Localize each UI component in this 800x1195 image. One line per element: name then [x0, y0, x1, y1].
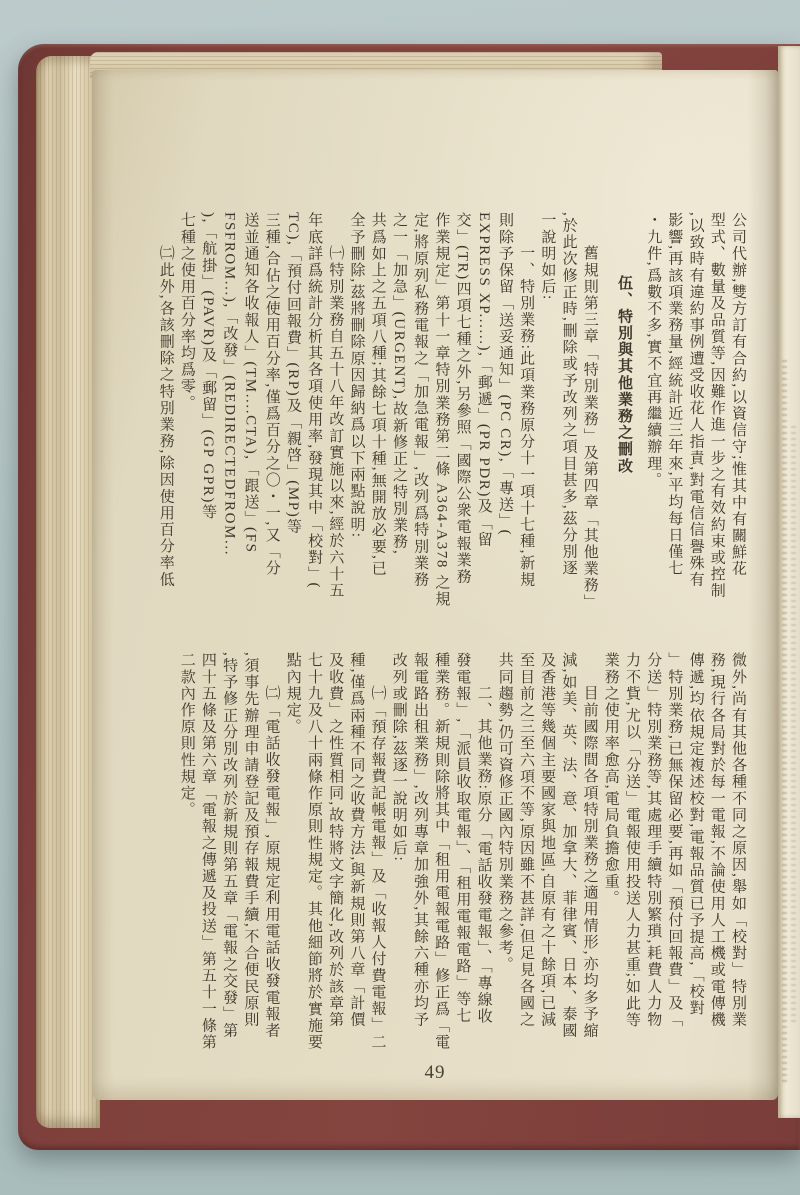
- facing-page-edge: [778, 46, 800, 1118]
- text-column: ㈠特別業務自五十八年改訂實施以來,經於六十五: [327, 245, 344, 599]
- section-heading: 伍、特別與其他業務之刪改: [615, 274, 632, 474]
- bottom-text-block: [146, 652, 748, 1054]
- text-column: ,於此次修正時,刪除或予改列之項目甚多,茲分別逐: [560, 212, 577, 577]
- text-column: ),「航掛」(PAVR)及「郵留」(GP GPR)等: [200, 212, 217, 521]
- faint-text-column: [791, 426, 796, 1026]
- page-stack-edge-left: [36, 56, 100, 1128]
- text-column: 改列或刪除,茲逐一說明如后:: [390, 652, 407, 863]
- text-column: 三種,合佔之使用百分率,僅爲百分之〇・一,又「分: [263, 212, 280, 577]
- text-column: 四十五條及第六章「電報之傳遞及投送」第五十一條第: [199, 652, 216, 1051]
- text-column: 則除予保留「送妥通知」(PC CR),「專送」(: [496, 212, 513, 537]
- book-page: [92, 70, 778, 1100]
- text-column: ㈡「電話收發電報」,原規定利用電話收發電報者: [263, 685, 280, 1039]
- text-column: ㈠「預存報費記帳電報」及「收報人付費電報」二: [369, 685, 386, 1051]
- text-column: 型式、數量及品質等,因難作進一步之有效約束或控制: [708, 212, 725, 600]
- top-text-block: [146, 212, 748, 614]
- text-column: 力不貲,尤以「分送」電報使用投送人力甚重;如此等: [623, 652, 640, 1029]
- text-column: 分送」特別業務等,其處理手續特別繁瑣,耗費人力物: [645, 652, 662, 1028]
- text-column: 之一「加急」(URGENT),故新修正之特別業務,: [390, 212, 407, 556]
- text-column: 二、其他業務:原分「電話收發電報」、「專線收: [475, 685, 492, 1025]
- text-column: EXPRESS XP......),「郵遞」(PR PDR)及「留: [475, 212, 492, 548]
- text-column: 業務之使用率愈高,電局負擔愈重。: [602, 652, 619, 907]
- text-column: 一說明如后:: [539, 212, 556, 301]
- text-column: 舊規則第三章「特別業務」及第四章「其他業務」: [581, 245, 598, 611]
- text-column: 共同趨勢,仍可資修正國內特別業務之參考。: [496, 652, 513, 973]
- text-column: 送並通知各收報人」(TM....CTA),「跟送」(FS: [242, 212, 259, 554]
- text-column: TC),「預付回報費」(RP)及「親啓」(MP)等: [284, 212, 301, 535]
- text-column: 年底詳爲統計分析其各項使用率,發現其中「校對」(: [306, 212, 323, 590]
- text-column: 交」(TR)四項七種之外,另參照「國際公衆電報業務: [454, 212, 471, 585]
- text-column: 作業規定」第十一章特別業務第二條 A364-A378 之規: [433, 212, 450, 608]
- text-column: FSFROM...),「改發」(REDIRECTEDFROM...: [221, 212, 238, 557]
- text-column: 定,將原列私務電報之「加急電報」,改列爲特別業務: [412, 212, 429, 588]
- text-column: 務,現行各局對於每一電報,不論使用人工機或電傳機: [708, 652, 725, 1028]
- text-column: 公司代辦,雙方訂有合約,以資信守;惟其中有關鮮花: [730, 212, 746, 578]
- text-column: 」特別業務,已無保留必要,再如「預付回報費」及「: [666, 652, 683, 1028]
- text-column: 報電路出租業務」,改列專章加強外,其餘六種亦均予: [411, 652, 428, 1028]
- text-column: 至目前之三至六項不等,原因雖不甚詳,但足見各國之: [517, 652, 534, 1028]
- page-number: 49: [424, 1062, 446, 1083]
- text-column: 傳遞,均依規定複述校對,電報品質已予提高,「校對: [687, 652, 704, 1017]
- text-column: ・九件,爲數不多,實不宜再繼續辦理。: [645, 212, 662, 489]
- text-column: ,以致時有違約事例遭受收花人指責,對電信信譽殊有: [687, 212, 704, 588]
- text-column: 減,如美、英、法、意、加拿大、菲律賓、日本、泰國: [560, 652, 577, 1040]
- text-column: 七十九及八十兩條作原則性規定。其他細節將於實施要: [305, 652, 322, 1051]
- text-column: 全予刪除,茲將刪除原因歸納爲以下兩點說明:: [348, 212, 365, 539]
- text-column: 七種之使用百分率均爲零。: [178, 212, 195, 412]
- faint-text-column: [782, 360, 787, 1086]
- text-column: 點內規定。: [284, 652, 301, 735]
- text-column: 種,僅爲兩種不同之收費方法,與新規則第八章「計價: [348, 652, 365, 1028]
- text-column: 微外,尚有其他各種不同之原因,舉如「校對」特別業: [730, 652, 746, 1028]
- text-column: 共爲如上之五項八種;其餘七項十種,無開放必要,已: [369, 212, 386, 578]
- text-column: 影響,再該項業務量,經統計近三年來,平均每日僅七: [666, 212, 683, 577]
- text-column: 及收費」之性質相同,故特將文字簡化,改列於該章第: [327, 652, 344, 1028]
- text-column: ㈡此外,各該刪除之特別業務,除因使用百分率低: [157, 245, 174, 588]
- text-column: 一、特別業務:此項業務原分十一項十七種,新規: [518, 245, 535, 589]
- text-column: 及香港等幾個主要國家與地區,自原有之十餘項,已減: [539, 652, 556, 1028]
- text-column: 目前國際間各項特別業務之適用情形,亦均多予縮: [581, 685, 598, 1039]
- text-column: 發電報」,「派員收取電報」、「租用電報電路」等七: [454, 652, 471, 1025]
- text-column: ,特予修正分別改列於新規則第五章「電報之交發」第: [221, 652, 238, 1040]
- text-column: 二款內作原則性規定。: [178, 652, 195, 818]
- text-column: ,須事先辦理申請登記及預存報費手續,不合便民原則: [242, 652, 259, 1028]
- text-column: 種業務。新規則除將其中「租用電報電路」修正爲「電: [433, 652, 450, 1051]
